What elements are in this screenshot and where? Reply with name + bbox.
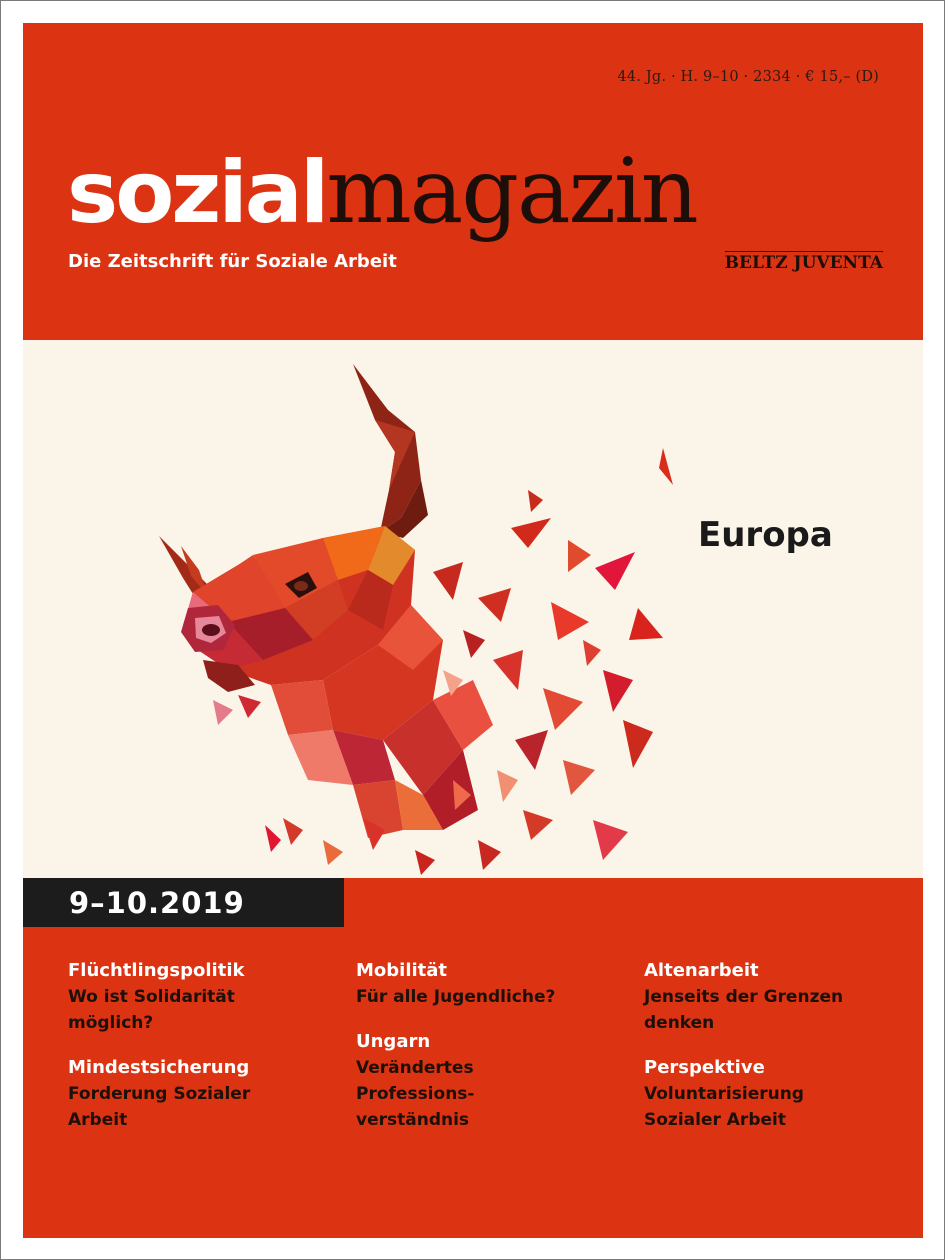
publisher-logo: BELTZ JUVENTA [724, 253, 883, 273]
topic-item [644, 958, 884, 1036]
topic-item [68, 958, 308, 1036]
topic-subtitle: Jenseits der Grenzen denken [644, 987, 844, 1033]
topic-title: Altenarbeit [644, 960, 759, 981]
topics-column-3 [644, 958, 884, 1152]
topics-column-1 [68, 958, 308, 1152]
magazine-cover [23, 23, 923, 1238]
topic-subtitle: Wo ist Solidarität möglich? [68, 987, 235, 1033]
masthead [67, 139, 697, 249]
issue-date-box [23, 878, 344, 927]
topic-title: Ungarn [356, 1031, 431, 1052]
topic-title: Flüchtlingspolitik [68, 960, 245, 981]
topic-item [356, 1029, 596, 1133]
topic-subtitle: Voluntarisierung Sozialer Arbeit [644, 1084, 804, 1130]
tagline: Die Zeitschrift für Soziale Arbeit [68, 251, 397, 272]
topic-title: Perspektive [644, 1057, 765, 1078]
issue-date: 9–10.2019 [69, 886, 245, 920]
topic-item [644, 1055, 884, 1133]
topic-subtitle: Forderung Sozialer Arbeit [68, 1084, 251, 1130]
topic-title: Mindestsicherung [68, 1057, 250, 1078]
topic-item [68, 1055, 308, 1133]
topic-subtitle: Für alle Jugendliche? [356, 987, 556, 1007]
issue-info: 44. Jg. · H. 9–10 · 2334 · € 15,– (D) [617, 69, 879, 85]
masthead-magazin: magazin [326, 139, 697, 244]
polygon-bull-icon [23, 340, 923, 880]
header-band [23, 23, 923, 340]
topics-column-2 [356, 958, 596, 1152]
topic-subtitle: Verändertes Professions- verständnis [356, 1058, 475, 1130]
cover-theme: Europa [698, 515, 833, 555]
topic-item [356, 958, 596, 1010]
topic-title: Mobilität [356, 960, 448, 981]
masthead-sozial: sozial [67, 143, 327, 243]
